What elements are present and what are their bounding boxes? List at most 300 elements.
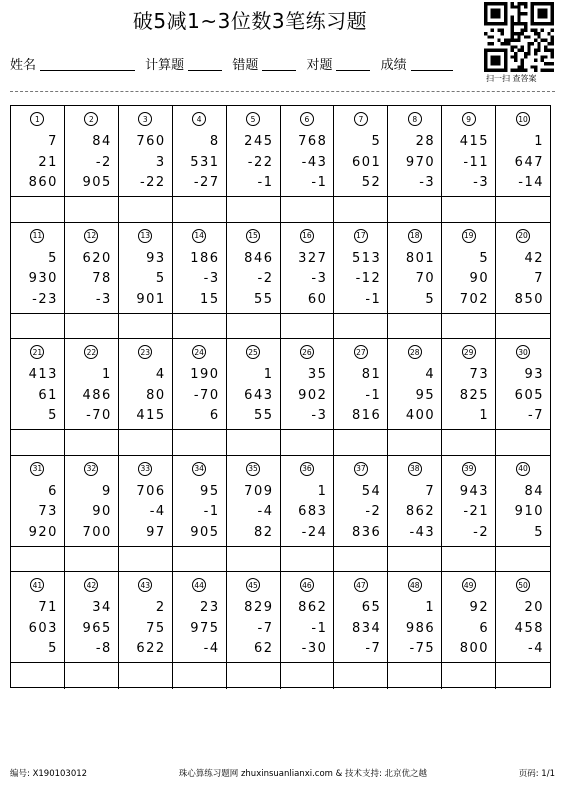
operand: -1 [311, 175, 328, 190]
answer-box[interactable] [388, 429, 441, 455]
operand-stack [281, 598, 334, 658]
right-blank[interactable] [336, 56, 370, 71]
problem-cell [11, 572, 65, 689]
operand: 920 [28, 524, 58, 540]
problem-cell [334, 339, 388, 456]
problem-cell [227, 456, 281, 573]
answer-box[interactable] [119, 546, 172, 572]
score-label: 成绩 [380, 58, 407, 73]
operand: 601 [351, 154, 382, 170]
footer-page: 页码: 1/1 [518, 769, 555, 779]
operand: 486 [82, 387, 112, 403]
problem-header [119, 223, 172, 249]
problem-header [388, 572, 441, 598]
problem-number: 49 [462, 578, 476, 592]
operand: -4 [203, 641, 220, 657]
answer-box[interactable] [496, 196, 550, 222]
answer-box[interactable] [227, 546, 280, 572]
operand: 9 [102, 483, 112, 499]
operand: 62 [253, 641, 274, 657]
operand: -7 [257, 620, 274, 636]
answer-box[interactable] [65, 196, 118, 222]
problem-cell [11, 456, 65, 573]
problem-header [496, 339, 550, 365]
operand-stack [119, 249, 172, 309]
operand: 245 [244, 134, 274, 149]
answer-box[interactable] [334, 662, 387, 689]
operand-stack [227, 482, 280, 542]
operand: 930 [28, 271, 58, 287]
answer-box[interactable] [281, 313, 334, 339]
problem-header [442, 106, 495, 132]
answer-box[interactable] [119, 429, 172, 455]
operand: 7 [48, 134, 58, 149]
operand-stack [11, 365, 64, 425]
problem-number: 41 [30, 578, 44, 592]
operand: 1 [102, 367, 112, 383]
operand-stack [388, 482, 441, 542]
operand-stack [11, 249, 64, 309]
problem-number: 42 [84, 578, 98, 592]
problem-cell [388, 456, 442, 573]
operand: -22 [139, 175, 166, 190]
operand-stack [388, 132, 441, 192]
operand: 21 [38, 154, 58, 170]
operand: 5 [425, 291, 436, 307]
problem-number: 9 [462, 112, 476, 126]
answer-box[interactable] [388, 196, 441, 222]
problem-number: 21 [30, 345, 44, 359]
operand: 862 [298, 600, 328, 616]
problem-cell [65, 339, 119, 456]
problem-cell [281, 339, 335, 456]
operand: 902 [298, 387, 328, 403]
operand: -23 [32, 291, 58, 307]
answer-box[interactable] [173, 313, 226, 339]
operand: -70 [86, 408, 112, 424]
problem-cell [11, 339, 65, 456]
problem-header [334, 572, 387, 598]
problem-number: 28 [408, 345, 422, 359]
operand: 60 [307, 291, 328, 307]
answer-box[interactable] [119, 662, 172, 689]
problem-cell [65, 456, 119, 573]
answer-box[interactable] [11, 429, 64, 455]
operand: 683 [298, 504, 328, 520]
problem-cell [281, 456, 335, 573]
problem-header [442, 456, 495, 482]
name-label: 姓名 [10, 58, 37, 73]
problem-header [388, 456, 441, 482]
operand: 829 [244, 600, 274, 616]
problem-cell [173, 106, 227, 223]
problem-cell [388, 339, 442, 456]
operand-stack [227, 132, 280, 192]
problem-number: 35 [246, 462, 260, 476]
operand: 2 [155, 600, 166, 616]
operand: 90 [92, 504, 112, 520]
operand: 943 [459, 483, 490, 499]
problem-cell [334, 223, 388, 340]
problem-header [388, 223, 441, 249]
problem-header [11, 339, 64, 365]
operand: 605 [514, 387, 544, 403]
operand: 702 [459, 291, 490, 307]
problem-cell [334, 572, 388, 689]
operand-stack [281, 482, 334, 542]
answer-box[interactable] [227, 429, 280, 455]
problem-cell [227, 339, 281, 456]
problem-header [388, 106, 441, 132]
operand-stack [173, 482, 226, 542]
problem-header [496, 223, 550, 249]
problem-number: 20 [516, 229, 530, 243]
operand: 400 [405, 408, 436, 424]
answer-box[interactable] [227, 196, 280, 222]
problem-number: 6 [300, 112, 314, 126]
problem-cell [388, 572, 442, 689]
operand: 55 [253, 408, 274, 424]
problem-number: 23 [138, 345, 152, 359]
problem-number: 47 [354, 578, 368, 592]
problem-header [65, 572, 118, 598]
score-blank[interactable] [411, 56, 453, 71]
operand-stack [119, 598, 172, 658]
operand: -1 [365, 387, 382, 403]
operand: -30 [301, 641, 328, 657]
answer-box[interactable] [442, 313, 495, 339]
problem-cell [442, 223, 496, 340]
right-label: 对题 [306, 58, 333, 73]
problem-cell [334, 456, 388, 573]
operand-stack [496, 132, 550, 192]
problem-cell [65, 223, 119, 340]
answer-box[interactable] [11, 196, 64, 222]
operand: -1 [311, 620, 328, 636]
answer-box[interactable] [65, 546, 118, 572]
operand: 905 [82, 175, 112, 190]
problem-number: 17 [354, 229, 368, 243]
operand: 95 [200, 483, 220, 499]
operand: -2 [365, 504, 382, 520]
wrong-blank[interactable] [262, 56, 296, 71]
problem-number: 15 [246, 229, 260, 243]
problem-number: 27 [354, 345, 368, 359]
answer-box[interactable] [65, 313, 118, 339]
operand: 23 [200, 600, 220, 616]
answer-box[interactable] [119, 313, 172, 339]
operand: 901 [136, 291, 166, 307]
problem-number: 8 [408, 112, 422, 126]
operand-stack [334, 365, 387, 425]
operand: 834 [351, 620, 382, 636]
operand: 8 [209, 134, 220, 149]
operand: 190 [190, 367, 220, 383]
operand-stack [119, 482, 172, 542]
problem-number: 40 [516, 462, 530, 476]
operand: 80 [146, 387, 166, 403]
problem-number: 25 [246, 345, 260, 359]
operand: -1 [203, 504, 220, 520]
operand: 90 [469, 271, 490, 287]
operand: 850 [514, 291, 544, 307]
problem-number: 26 [300, 345, 314, 359]
problem-number: 31 [30, 462, 44, 476]
answer-box[interactable] [388, 313, 441, 339]
operand: 5 [534, 524, 544, 540]
operand: 862 [405, 504, 436, 520]
answer-box[interactable] [173, 662, 226, 689]
problem-cell [119, 456, 173, 573]
operand: 458 [514, 620, 544, 636]
operand-stack [281, 132, 334, 192]
problem-header [334, 339, 387, 365]
operand: -7 [528, 408, 544, 424]
problem-cell [496, 456, 550, 573]
problem-header [173, 456, 226, 482]
problem-header [496, 572, 550, 598]
problem-cell [119, 106, 173, 223]
operand: -4 [257, 504, 274, 520]
operand: 846 [244, 250, 274, 266]
problem-cell [119, 223, 173, 340]
answer-box[interactable] [334, 313, 387, 339]
problem-number: 32 [84, 462, 98, 476]
problem-cell [65, 106, 119, 223]
operand-stack [119, 365, 172, 425]
problem-number: 19 [462, 229, 476, 243]
problem-cell [388, 106, 442, 223]
operand-stack [496, 249, 550, 309]
problem-cell [173, 339, 227, 456]
answer-box[interactable] [496, 546, 550, 572]
problem-number: 38 [408, 462, 422, 476]
operand: 70 [415, 271, 436, 287]
problem-header [173, 339, 226, 365]
answer-box[interactable] [11, 662, 64, 689]
answer-box[interactable] [388, 662, 441, 689]
operand-stack [173, 365, 226, 425]
operand-stack [173, 598, 226, 658]
operand: -4 [149, 504, 166, 520]
operand: 760 [136, 134, 166, 149]
operand-stack [65, 365, 118, 425]
problem-cell [442, 572, 496, 689]
problem-header [227, 572, 280, 598]
operand-stack [442, 365, 495, 425]
problem-cell [173, 572, 227, 689]
answer-box[interactable] [173, 196, 226, 222]
qr-code-image[interactable] [484, 2, 554, 72]
problem-header [442, 339, 495, 365]
operand-stack [227, 365, 280, 425]
problem-number: 7 [354, 112, 368, 126]
answer-box[interactable] [334, 429, 387, 455]
problem-header [281, 223, 334, 249]
operand-stack [496, 482, 550, 542]
problem-cell [334, 106, 388, 223]
operand: 7 [534, 271, 544, 287]
operand: -27 [193, 175, 220, 190]
operand: -8 [95, 641, 112, 657]
operand: -4 [528, 641, 544, 657]
answer-box[interactable] [496, 662, 550, 689]
operand: 95 [415, 387, 436, 403]
operand: 970 [405, 154, 436, 170]
operand: 413 [28, 367, 58, 383]
name-blank[interactable] [40, 56, 135, 71]
operand: -3 [95, 291, 112, 307]
operand: 81 [361, 367, 382, 383]
problem-number: 11 [30, 229, 44, 243]
answer-box[interactable] [442, 429, 495, 455]
operand: 52 [361, 175, 382, 190]
answer-box[interactable] [227, 662, 280, 689]
operand-stack [11, 482, 64, 542]
operand: 42 [524, 250, 544, 266]
operand-stack [334, 249, 387, 309]
problem-number: 18 [408, 229, 422, 243]
operand-stack [442, 482, 495, 542]
operand: 75 [146, 620, 166, 636]
problem-header [173, 106, 226, 132]
operand: -43 [409, 524, 436, 540]
footer [10, 767, 555, 779]
operand: -43 [301, 154, 328, 170]
problem-cell [227, 223, 281, 340]
answer-box[interactable] [334, 196, 387, 222]
problem-cell [119, 572, 173, 689]
operand: 5 [48, 641, 58, 657]
answer-box[interactable] [334, 546, 387, 572]
operand: 55 [253, 291, 274, 307]
operand: 97 [146, 524, 166, 540]
problem-number: 36 [300, 462, 314, 476]
operand-stack [388, 249, 441, 309]
problem-number: 24 [192, 345, 206, 359]
operand: 531 [190, 154, 220, 170]
operand: 700 [82, 524, 112, 540]
problem-cell [173, 456, 227, 573]
count-blank[interactable] [188, 56, 222, 71]
operand: 603 [28, 620, 58, 636]
operand: 327 [298, 250, 328, 266]
answer-box[interactable] [65, 429, 118, 455]
operand-stack [442, 249, 495, 309]
answer-box[interactable] [281, 546, 334, 572]
answer-box[interactable] [11, 313, 64, 339]
answer-box[interactable] [281, 662, 334, 689]
problem-cell [11, 106, 65, 223]
answer-box[interactable] [388, 546, 441, 572]
problem-number: 44 [192, 578, 206, 592]
operand: -2 [473, 524, 490, 540]
operand: 910 [514, 504, 544, 520]
operand: -24 [301, 524, 328, 540]
operand: 93 [524, 367, 544, 383]
problem-number: 3 [138, 112, 152, 126]
problem-header [173, 223, 226, 249]
problem-header [119, 456, 172, 482]
operand: 7 [425, 483, 436, 499]
operand: 965 [82, 620, 112, 636]
operand: 622 [136, 641, 166, 657]
answer-box[interactable] [496, 429, 550, 455]
answer-box[interactable] [496, 313, 550, 339]
problem-number: 2 [84, 112, 98, 126]
problem-cell [281, 223, 335, 340]
problem-number: 5 [246, 112, 260, 126]
problem-number: 30 [516, 345, 530, 359]
problem-number: 37 [354, 462, 368, 476]
problem-header [65, 456, 118, 482]
operand: 34 [92, 600, 112, 616]
operand: -22 [247, 154, 274, 170]
problem-header [281, 106, 334, 132]
problem-cell [496, 572, 550, 689]
operand: -70 [193, 387, 220, 403]
answer-box[interactable] [442, 662, 495, 689]
operand: -2 [257, 271, 274, 287]
operand: -3 [311, 408, 328, 424]
answer-box[interactable] [119, 196, 172, 222]
operand: 3 [155, 154, 166, 170]
operand-stack [65, 598, 118, 658]
problem-header [227, 223, 280, 249]
dashed-separator [10, 91, 555, 92]
operand-stack [65, 132, 118, 192]
problem-number: 48 [408, 578, 422, 592]
operand: 860 [28, 175, 58, 190]
problem-header [281, 572, 334, 598]
answer-box[interactable] [11, 546, 64, 572]
answer-box[interactable] [442, 196, 495, 222]
operand: -3 [311, 271, 328, 287]
operand: 816 [351, 408, 382, 424]
operand: 61 [38, 387, 58, 403]
student-info-line [10, 54, 459, 73]
problem-header [442, 572, 495, 598]
operand: -3 [203, 271, 220, 287]
footer-code: 编号: X190103012 [10, 769, 88, 779]
problem-header [227, 339, 280, 365]
problem-number: 33 [138, 462, 152, 476]
answer-box[interactable] [173, 429, 226, 455]
answer-box[interactable] [227, 313, 280, 339]
operand-stack [334, 482, 387, 542]
problem-number: 12 [84, 229, 98, 243]
answer-box[interactable] [281, 196, 334, 222]
problem-cell [496, 339, 550, 456]
operand-stack [334, 132, 387, 192]
operand-stack [173, 249, 226, 309]
operand: 415 [136, 408, 166, 424]
answer-box[interactable] [442, 546, 495, 572]
operand: 82 [253, 524, 274, 540]
operand: 4 [155, 367, 166, 383]
operand: -3 [473, 175, 490, 190]
problem-header [11, 106, 64, 132]
operand-stack [334, 598, 387, 658]
answer-box[interactable] [173, 546, 226, 572]
problem-number: 43 [138, 578, 152, 592]
operand: 800 [459, 641, 490, 657]
operand: 709 [244, 483, 274, 499]
answer-box[interactable] [281, 429, 334, 455]
operand: 706 [136, 483, 166, 499]
answer-box[interactable] [65, 662, 118, 689]
operand-stack [11, 132, 64, 192]
